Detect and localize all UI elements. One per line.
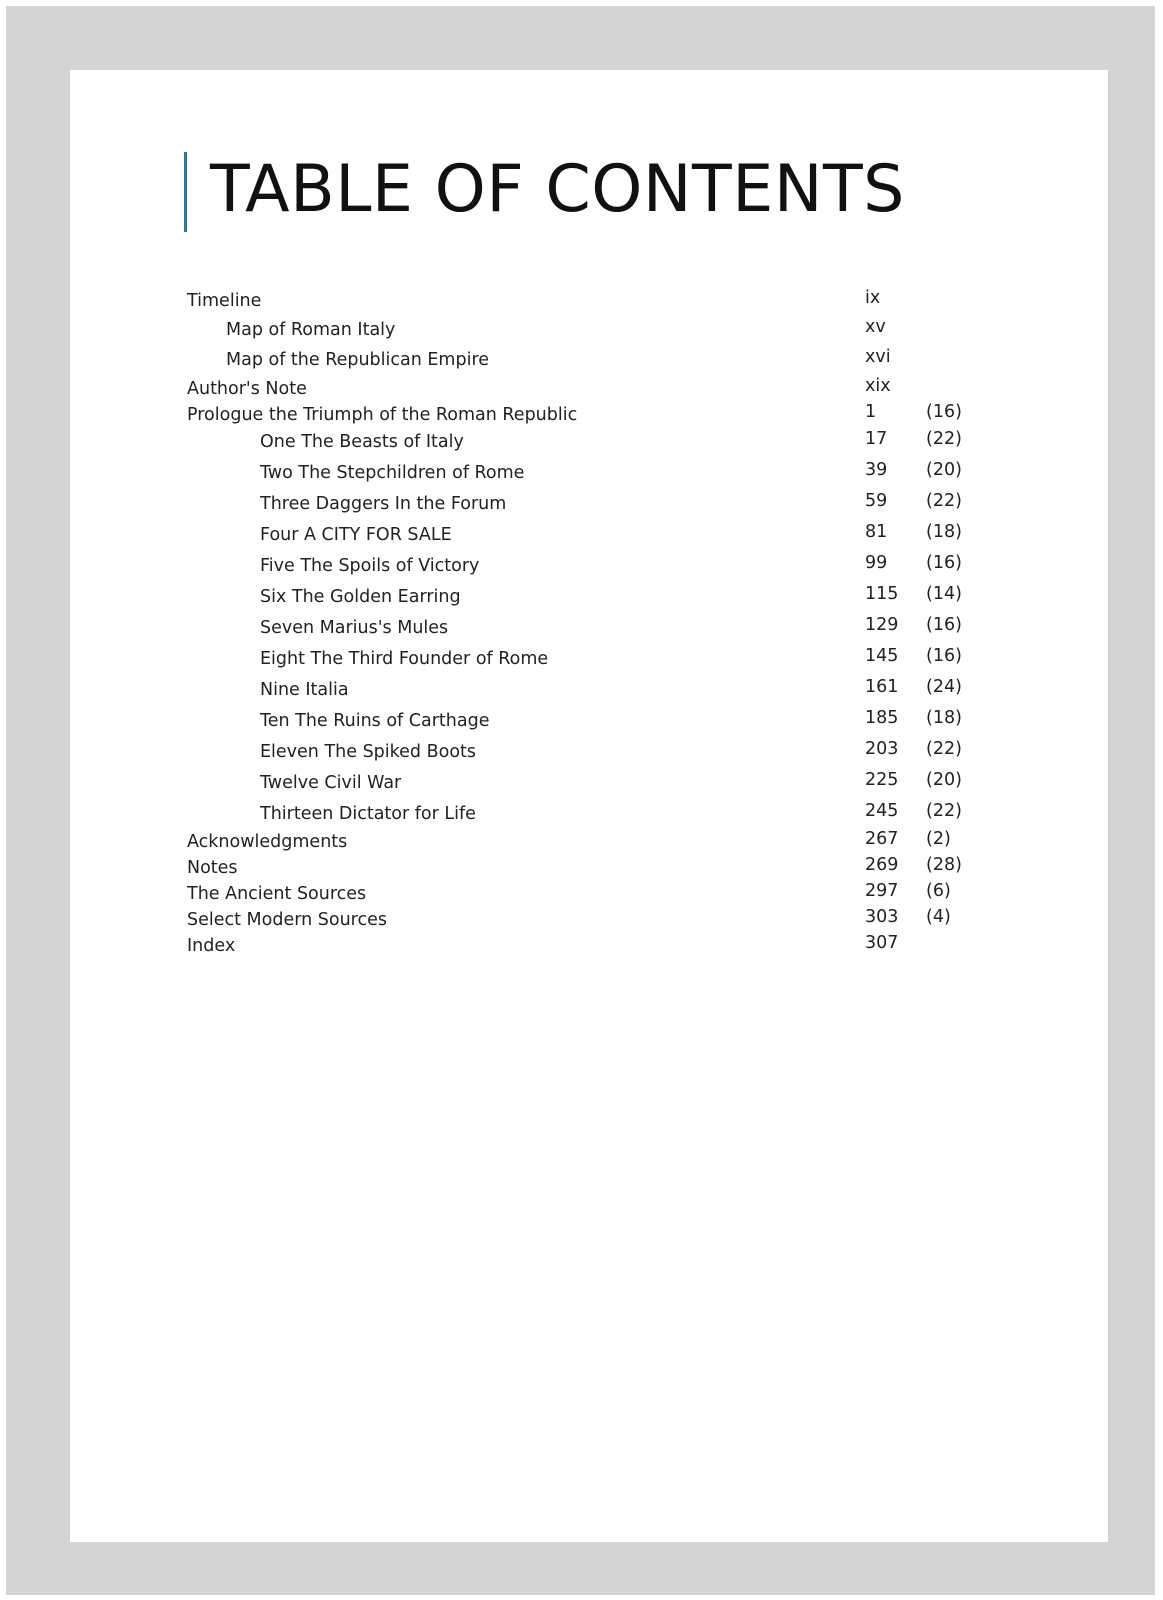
toc-entry-label: Acknowledgments	[187, 832, 348, 852]
toc-entry-page: 267	[865, 829, 899, 849]
toc-entry-label: Select Modern Sources	[187, 910, 387, 930]
toc-entry-length: (22)	[926, 429, 962, 449]
toc-entry-index	[70, 933, 1108, 959]
toc-entry-label: Index	[187, 936, 236, 956]
toc-entry-chapter-7	[70, 615, 1108, 641]
toc-entry-prologue	[70, 402, 1108, 428]
toc-entry-label: Notes	[187, 858, 238, 878]
toc-entry-label: Nine Italia	[260, 680, 349, 700]
toc-entry-page: 161	[865, 677, 899, 697]
toc-entry-label: Five The Spoils of Victory	[260, 556, 480, 576]
toc-entry-page: 203	[865, 739, 899, 759]
toc-entry-length: (16)	[926, 402, 962, 422]
toc-entry-chapter-5	[70, 553, 1108, 579]
toc-entry-page: 129	[865, 615, 899, 635]
toc-entry-chapter-11	[70, 739, 1108, 765]
toc-entry-page: 39	[865, 460, 888, 480]
toc-entry-label: Ten The Ruins of Carthage	[260, 711, 490, 731]
toc-entry-chapter-9	[70, 677, 1108, 703]
toc-entry-length: (18)	[926, 708, 962, 728]
toc-entry-modern-sources	[70, 907, 1108, 933]
toc-entry-chapter-3	[70, 491, 1108, 517]
toc-entry-label: Seven Marius's Mules	[260, 618, 449, 638]
toc-entry-chapter-8	[70, 646, 1108, 672]
toc-entry-label: Map of the Republican Empire	[226, 350, 490, 370]
toc-entry-length: (28)	[926, 855, 962, 875]
toc-entry-page: 225	[865, 770, 899, 790]
toc-entry-chapter-12	[70, 770, 1108, 796]
toc-entry-page: 303	[865, 907, 899, 927]
page-frame	[6, 6, 1155, 1595]
toc-entry-page: 115	[865, 584, 899, 604]
toc-entry-label: Two The Stepchildren of Rome	[260, 463, 525, 483]
toc-entry-length: (22)	[926, 739, 962, 759]
toc-entry-label: One The Beasts of Italy	[260, 432, 464, 452]
toc-entry-length: (14)	[926, 584, 962, 604]
toc-entry-map-republican-empire	[70, 347, 1108, 373]
toc-entry-page: 1	[865, 402, 877, 422]
toc-entry-page: 81	[865, 522, 888, 542]
toc-entry-chapter-6	[70, 584, 1108, 610]
toc-entry-chapter-13	[70, 801, 1108, 827]
toc-entry-chapter-1	[70, 429, 1108, 455]
toc-entry-page: 269	[865, 855, 899, 875]
toc-entry-timeline	[70, 288, 1108, 314]
toc-entry-label: Three Daggers In the Forum	[260, 494, 507, 514]
toc-entry-length: (20)	[926, 460, 962, 480]
toc-entry-page: 185	[865, 708, 899, 728]
toc-entry-page: ix	[865, 288, 881, 308]
toc-entry-label: Four A CITY FOR SALE	[260, 525, 452, 545]
toc-entry-label: Author's Note	[187, 379, 307, 399]
toc-entry-length: (22)	[926, 491, 962, 511]
toc-entry-page: xvi	[865, 347, 891, 367]
toc-entry-notes	[70, 855, 1108, 881]
toc-entry-chapter-2	[70, 460, 1108, 486]
toc-entry-page: xix	[865, 376, 891, 396]
toc-entry-label: Eleven The Spiked Boots	[260, 742, 476, 762]
toc-entry-length: (6)	[926, 881, 951, 901]
toc-entry-page: 307	[865, 933, 899, 953]
toc-entry-page: 99	[865, 553, 888, 573]
toc-entry-label: The Ancient Sources	[187, 884, 367, 904]
toc-entry-length: (20)	[926, 770, 962, 790]
toc-entry-page: 59	[865, 491, 888, 511]
document-page	[70, 70, 1108, 1542]
toc-entry-label: Map of Roman Italy	[226, 320, 396, 340]
page-title: TABLE OF CONTENTS	[210, 152, 905, 227]
toc-entry-chapter-10	[70, 708, 1108, 734]
toc-entry-label: Twelve Civil War	[260, 773, 402, 793]
toc-entry-label: Eight The Third Founder of Rome	[260, 649, 549, 669]
toc-entry-chapter-4	[70, 522, 1108, 548]
toc-entry-page: 297	[865, 881, 899, 901]
toc-entry-label: Prologue the Triumph of the Roman Republic	[187, 405, 578, 425]
toc-entry-page: xv	[865, 317, 886, 337]
toc-entry-length: (16)	[926, 646, 962, 666]
toc-entry-map-roman-italy	[70, 317, 1108, 343]
toc-entry-length: (24)	[926, 677, 962, 697]
toc-entry-length: (16)	[926, 553, 962, 573]
toc-entry-label: Six The Golden Earring	[260, 587, 461, 607]
toc-entry-label: Thirteen Dictator for Life	[260, 804, 476, 824]
toc-entry-page: 145	[865, 646, 899, 666]
toc-entry-length: (2)	[926, 829, 951, 849]
toc-entry-label: Timeline	[187, 291, 262, 311]
toc-entry-page: 17	[865, 429, 888, 449]
toc-entry-length: (16)	[926, 615, 962, 635]
toc-entry-length: (18)	[926, 522, 962, 542]
title-accent-bar	[184, 152, 187, 232]
toc-entry-length: (4)	[926, 907, 951, 927]
toc-entry-length: (22)	[926, 801, 962, 821]
toc-entry-ancient-sources	[70, 881, 1108, 907]
toc-entry-page: 245	[865, 801, 899, 821]
